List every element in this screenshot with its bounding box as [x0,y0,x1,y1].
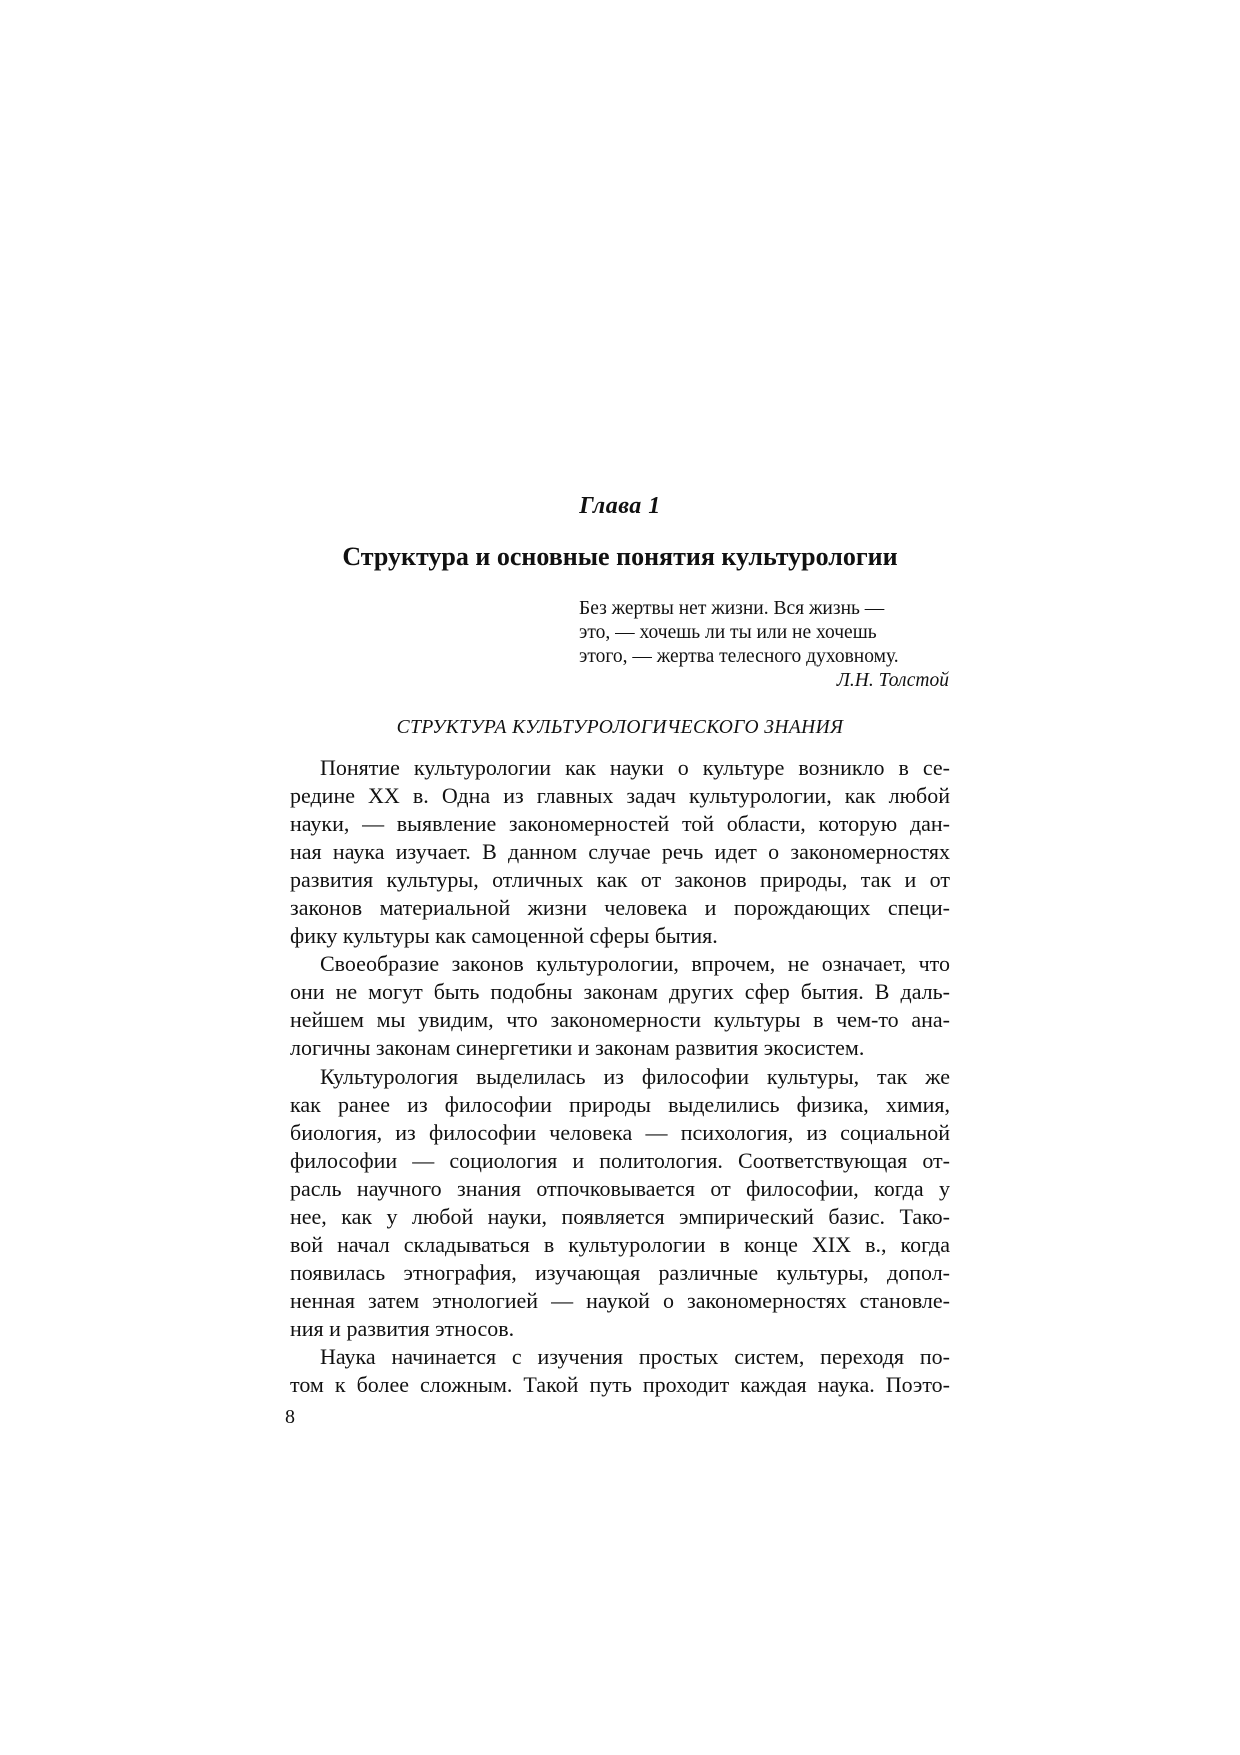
page-number: 8 [285,1406,295,1428]
body-line: Культурология выделилась из философии культуры, так же [320,1063,950,1089]
body-line: расль научного знания отпочковывается от философии, когда у [290,1175,950,1201]
body-line: Наука начинается с изучения простых систем, переходя по- [320,1343,950,1369]
body-line: законов материальной жизни человека и порождающих специ- [290,895,950,921]
chapter-title: Структура и основные понятия культурологии [342,542,898,571]
epigraph-line: этого, — жертва телесного духовному. [579,646,899,667]
body-line: ная наука изучает. В данном случае речь идет о закономерностях [290,839,950,865]
epigraph-line: Без жертвы нет жизни. Вся жизнь — [579,598,885,619]
epigraph [579,597,949,693]
body-line: Своеобразие законов культурологии, впрочем, не означает, что [320,951,950,977]
body-line: редине XX в. Одна из главных задач культурологии, как любой [290,783,950,809]
epigraph-author: Л.Н. Толстой [836,670,949,691]
body-line: Понятие культурологии как науки о культуре возникло в се- [320,755,950,780]
body-line: науки, — выявление закономерностей той области, которую дан- [290,811,950,837]
section-heading: СТРУКТУРА КУЛЬТУРОЛОГИЧЕСКОГО ЗНАНИЯ [396,717,844,738]
body-line: ненная затем этнологией — наукой о закономерностях становле- [290,1287,950,1313]
body-line: вой начал складываться в культурологии в конце XIX в., когда [290,1231,950,1257]
body-line: нейшем мы увидим, что закономерности культуры в чем-то ана- [290,1007,950,1033]
body-line: как ранее из философии природы выделились физика, химия, [290,1091,950,1117]
body-line: логичны законам синергетики и законам развития экосистем. [290,1035,865,1061]
chapter-label: Глава 1 [579,493,661,519]
body-line: философии — социология и политология. Соответствующая от- [290,1147,950,1173]
body-line: появилась этнография, изучающая различные культуры, допол- [290,1259,950,1285]
body-line: развития культуры, отличных как от законов природы, так и от [290,867,950,893]
body-text [290,754,950,1399]
body-line: биология, из философии человека — психология, из социальной [290,1119,950,1145]
body-line: они не могут быть подобны законам других сфер бытия. В даль- [290,979,950,1005]
body-line: нее, как у любой науки, появляется эмпирический базис. Тако- [290,1203,950,1229]
body-line: фику культуры как самоценной сферы бытия. [290,923,718,949]
body-line: ния и развития этносов. [290,1315,515,1341]
epigraph-line: это, — хочешь ли ты или не хочешь [579,622,877,643]
body-line: том к более сложным. Такой путь проходит каждая наука. Поэто- [290,1372,950,1398]
